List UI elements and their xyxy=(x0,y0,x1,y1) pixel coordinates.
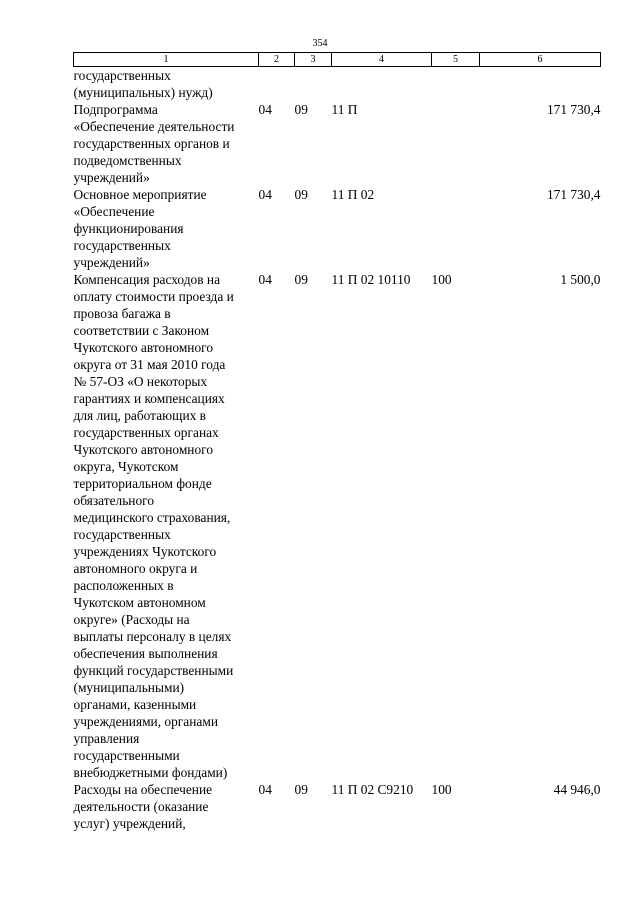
row-name-cell xyxy=(74,186,259,271)
column-header-2: 2 xyxy=(259,53,295,67)
row-name-line: государственных xyxy=(73,238,171,253)
row-name-line: учреждений» xyxy=(73,255,150,270)
row-name-line: Подпрограмма xyxy=(73,102,158,117)
row-prz-cell: 09 xyxy=(294,782,308,797)
row-prz-cell: 09 xyxy=(294,272,308,287)
row-rz-cell: 04 xyxy=(258,272,272,287)
row-name-line: № 57-ОЗ «О некоторых xyxy=(73,374,208,389)
column-header-3: 3 xyxy=(295,53,332,67)
row-name-line: учреждениях Чукотского xyxy=(73,544,217,559)
row-prz-cell: 09 xyxy=(294,187,308,202)
row-vr-cell: 100 xyxy=(431,272,452,287)
row-name-line: оплату стоимости проезда и xyxy=(73,289,234,304)
row-rz-cell: 04 xyxy=(258,187,272,202)
row-name-cell xyxy=(74,101,259,186)
row-name-line: выплаты персоналу в целях xyxy=(73,629,232,644)
row-name-line: «Обеспечение деятельности xyxy=(73,119,235,134)
row-prz-cell: 09 xyxy=(294,102,308,117)
row-name-line: Чукотском автономном xyxy=(73,595,206,610)
row-name-line: государственных xyxy=(73,527,171,542)
row-name-line: подведомственных xyxy=(73,153,182,168)
row-name-line: округе» (Расходы на xyxy=(73,612,190,627)
table-row xyxy=(74,781,601,832)
table-row xyxy=(74,271,601,781)
row-name-line: обеспечения выполнения xyxy=(73,646,218,661)
row-rz-cell: 04 xyxy=(258,782,272,797)
row-name-line: управления xyxy=(73,731,140,746)
row-name-line: расположенных в xyxy=(73,578,174,593)
row-name-line: округа, Чукотском xyxy=(73,459,179,474)
row-name-line: государственных органах xyxy=(73,425,219,440)
row-name-line: государственных xyxy=(73,68,171,83)
row-name-line: провоза багажа в xyxy=(73,306,171,321)
row-sum-cell: 44 946,0 xyxy=(553,782,601,797)
row-name-line: функций государственными xyxy=(73,663,234,678)
row-name-line: функционирования xyxy=(73,221,184,236)
row-rz-cell xyxy=(259,67,295,102)
table-row xyxy=(74,67,601,102)
budget-table xyxy=(73,52,601,832)
row-name-cell xyxy=(74,67,259,102)
row-name-cell xyxy=(74,271,259,781)
row-sum-cell: 171 730,4 xyxy=(546,187,601,202)
row-vr-cell xyxy=(432,186,480,271)
column-header-5: 5 xyxy=(432,53,480,67)
row-name-line: обязательного xyxy=(73,493,155,508)
row-name-line: «Обеспечение xyxy=(73,204,155,219)
table-row xyxy=(74,101,601,186)
row-sum-cell: 171 730,4 xyxy=(546,102,601,117)
table-body xyxy=(74,67,601,833)
row-name-line: Основное мероприятие xyxy=(73,187,207,202)
row-name-line: внебюджетными фондами) xyxy=(73,765,228,780)
row-sum-cell xyxy=(480,67,601,102)
column-header-4: 4 xyxy=(332,53,432,67)
row-prz-cell xyxy=(295,67,332,102)
row-name-line: Компенсация расходов на xyxy=(73,272,221,287)
column-header-6: 6 xyxy=(480,53,601,67)
column-header-1: 1 xyxy=(74,53,259,67)
row-name-line: автономного округа и xyxy=(73,561,198,576)
row-name-line: Чукотского автономного xyxy=(73,340,214,355)
row-name-line: (муниципальными) xyxy=(73,680,185,695)
row-csr-cell: 11 П 02 10110 xyxy=(331,272,411,287)
table-header-row xyxy=(74,53,601,67)
row-name-line: органами, казенными xyxy=(73,697,197,712)
row-name-line: медицинского страхования, xyxy=(73,510,231,525)
row-name-line: учреждений» xyxy=(73,170,150,185)
row-name-line: учреждениями, органами xyxy=(73,714,218,729)
row-name-line: для лиц, работающих в xyxy=(73,408,206,423)
row-csr-cell: 11 П 02 xyxy=(331,187,375,202)
row-rz-cell: 04 xyxy=(258,102,272,117)
row-name-line: государственных органов и xyxy=(73,136,230,151)
row-name-line: Расходы на обеспечение xyxy=(73,782,213,797)
row-vr-cell xyxy=(432,101,480,186)
row-name-line: соответствии с Законом xyxy=(73,323,210,338)
row-sum-cell: 1 500,0 xyxy=(560,272,601,287)
row-name-line: государственными xyxy=(73,748,180,763)
row-name-line: территориальном фонде xyxy=(73,476,212,491)
row-csr-cell: 11 П xyxy=(331,102,358,117)
page-number: 354 xyxy=(312,38,328,49)
row-name-line: Чукотского автономного xyxy=(73,442,214,457)
row-name-line: (муниципальных) нужд) xyxy=(73,85,213,100)
row-name-cell xyxy=(74,781,259,832)
table-row xyxy=(74,186,601,271)
row-name-line: услуг) учреждений, xyxy=(73,816,186,831)
row-csr-cell: 11 П 02 С9210 xyxy=(331,782,414,797)
row-name-line: округа от 31 мая 2010 года xyxy=(73,357,226,372)
row-csr-cell xyxy=(332,67,432,102)
row-vr-cell xyxy=(432,67,480,102)
row-vr-cell: 100 xyxy=(431,782,452,797)
row-name-line: деятельности (оказание xyxy=(73,799,209,814)
row-name-line: гарантиях и компенсациях xyxy=(73,391,225,406)
